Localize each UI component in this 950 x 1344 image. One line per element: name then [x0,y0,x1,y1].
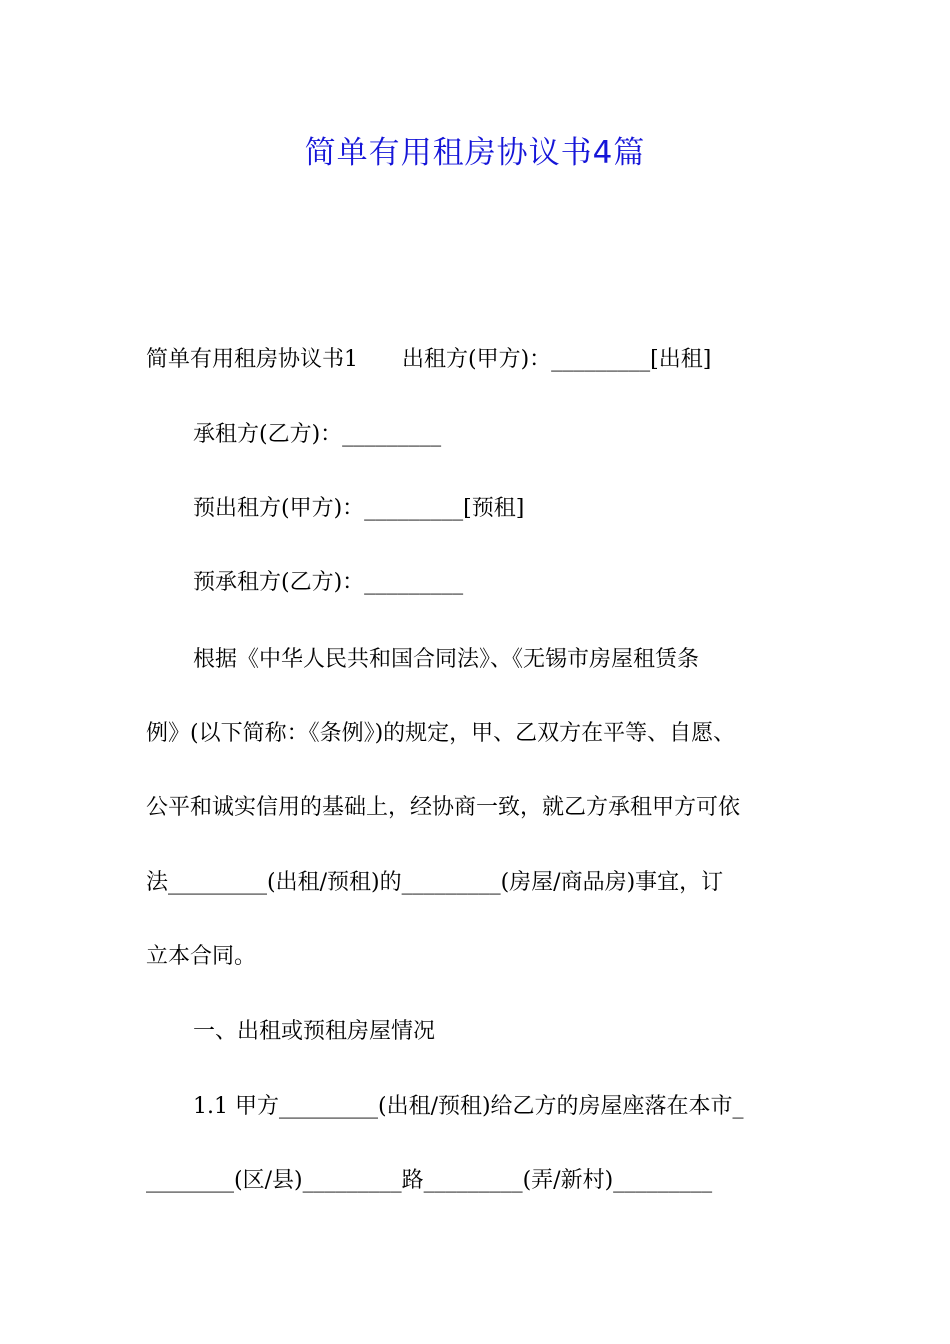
text-line-clause-1-1: 1.1 甲方_________(出租/预租)给乙方的房屋座落在本市_ [193,1094,744,1119]
text-line-heading: 简单有用租房协议书1 出租方(甲方)：_________[出租] [146,347,712,372]
text-line-lessee: 承租方(乙方)：_________ [193,422,442,447]
text-line-basis-1: 根据《中华人民共和国合同法》、《无锡市房屋租赁条 [193,647,700,672]
document-title: 简单有用租房协议书4篇 [304,135,646,171]
text-line-address: ________(区/县)_________路_________(弄/新村)_________ [146,1168,713,1193]
text-line-pre-lessee: 预承租方(乙方)：_________ [193,570,464,595]
text-line-pre-lessor: 预出租方(甲方)：_________[预租] [193,496,525,521]
text-line-basis-2: 例》(以下简称：《条例》)的规定，甲、乙双方在平等、自愿、 [146,721,736,746]
text-line-basis-4: 法_________(出租/预租)的_________(房屋/商品房)事宜，订 [146,870,724,895]
text-line-basis-3: 公平和诚实信用的基础上，经协商一致，就乙方承租甲方可依 [146,795,741,820]
section-heading-1: 一、出租或预租房屋情况 [193,1019,436,1044]
text-line-basis-5: 立本合同。 [146,944,257,969]
